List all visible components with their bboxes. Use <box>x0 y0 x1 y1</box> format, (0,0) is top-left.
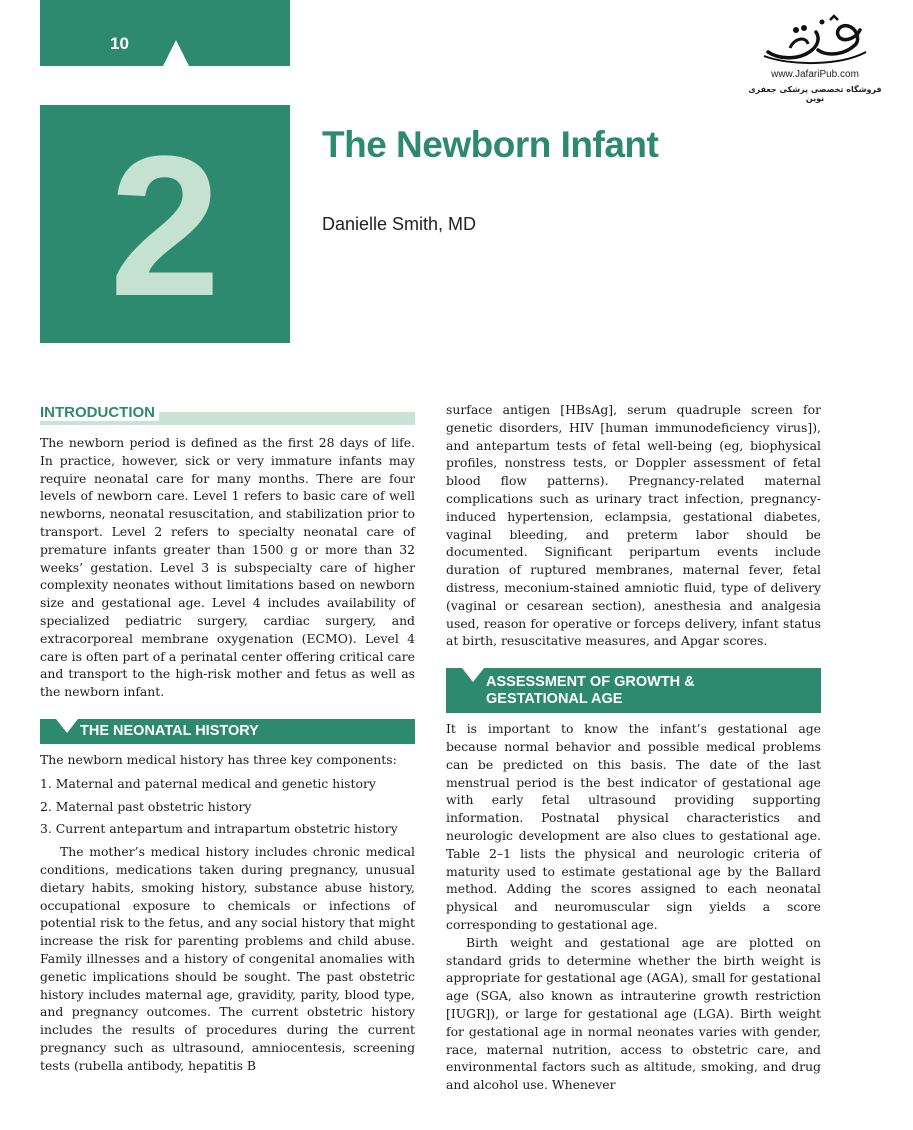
page-number-tab <box>40 0 290 66</box>
neonatal-history-heading-text: THE NEONATAL HISTORY <box>80 722 259 739</box>
growth-heading-line2: GESTATIONAL AGE <box>486 691 623 708</box>
introduction-paragraph: The newborn period is defined as the first 28 days of life. In practice, however, sick or very immature infants may require neonatal care for many months. There are four levels of newborn care. Level 1 refers to basic care of well newborns, neonatal resuscitation, and stabilization prior to transport. Level 2 refers to specialty neonatal care of premature infants greater than 1500 g or more than 32 weeks’ gestation. Level 3 is subspecialty care of higher complexity neonates without limitations based on newborn size and gestational age. Level 4 includes availability of specialized pediatric surgery, cardiac surgery, and extracorporeal membrane oxygenation (ECMO). Level 4 care is often part of a perinatal center offering critical care and transport to the high-risk mother and fetus as well as the newborn infant. <box>40 435 415 700</box>
list-item: 3. Current antepartum and intrapartum obstetric history <box>40 821 398 837</box>
neonatal-history-heading <box>40 719 415 744</box>
chapter-number-box <box>40 105 290 343</box>
introduction-heading <box>40 403 415 425</box>
history-components-list <box>40 775 415 838</box>
tab-notch-decoration <box>163 40 189 66</box>
right-column <box>446 401 821 1094</box>
page-number: 10 <box>110 34 129 53</box>
chapter-title: The Newborn Infant <box>322 124 659 165</box>
list-item: 2. Maternal past obstetric history <box>40 798 252 814</box>
growth-heading <box>446 668 821 713</box>
maternal-history-paragraph: The mother’s medical history includes chronic medical conditions, medications taken during pregnancy, unusual dietary habits, smoking history, substance abuse history, occupational exposure to chemicals or infections of potential risk to the fetus, and any social history that might increase the risk for parenting problems and child abuse. Family illnesses and a history of congenital anomalies with genetic implications should be sought. The past obstetric history includes maternal age, gravidity, parity, blood type, and pregnancy outcomes. The current obstetric history includes the results of procedures during the current pregnancy such as ultrasound, amniocentesis, screening tests (rubella antibody, hepatitis B <box>40 844 415 1073</box>
chevron-down-icon <box>462 668 484 682</box>
birth-weight-paragraph: Birth weight and gestational age are plotted on standard grids to determine whether the birth weight is appropriate for gestational age (AGA), small for gestational age (SGA, also known as intrauterine growth restriction [IUGR]), or large for gestational age (LGA). Birth weight for gestational age in normal neonates varies with gender, race, maternal nutrition, access to obstetric care, and environmental factors such as altitude, smoking, and drug and alcohol use. Whenever <box>446 934 821 1093</box>
introduction-heading-text: INTRODUCTION <box>40 404 159 421</box>
growth-heading-line1: ASSESSMENT OF GROWTH & <box>486 674 695 691</box>
gestational-age-paragraph: It is important to know the infant’s gestational age because normal behavior and possible medical problems can be predicted on this basis. The date of the last menstrual period is the best indicator of gestational age with early fetal ultrasound providing supporting information. Postnatal physical characteristics and neurologic development are also clues to gestational age. Table 2–1 lists the physical and neurologic criteria of maturity used to estimate gestational age by the Ballard method. Adding the scores assigned to each neonatal physical and neuromuscular sign yields a score corresponding to gestational age. <box>446 721 821 932</box>
left-column <box>40 403 415 1075</box>
publisher-url: www.JafariPub.com <box>771 69 859 80</box>
chapter-author: Danielle Smith, MD <box>322 214 477 234</box>
neonatal-history-intro: The newborn medical history has three key components: <box>40 751 397 767</box>
list-item: 1. Maternal and paternal medical and genetic history <box>40 775 376 791</box>
publisher-tagline: فروشگاه تخصصی پزشکی جعفری نوین <box>748 85 882 103</box>
obstetric-history-continuation: surface antigen [HBsAg], serum quadruple screen for genetic disorders, HIV [human immunodeficiency virus]), and antepartum tests of fetal well-being (eg, biophysical profiles, nonstress tests, or Doppler assessment of fetal blood flow patterns). Pregnancy-related maternal complications such as urinary tract infection, pregnancy-induced hypertension, eclampsia, gestational diabetes, vaginal bleeding, and preterm labor should be documented. Significant peripartum events include duration of ruptured membranes, maternal fever, fetal distress, meconium-stained amniotic fluid, type of delivery (vaginal or cesarean section), anesthesia and analgesia used, reason for operative or forceps delivery, infant status at birth, resuscitative measures, and Apgar scores. <box>446 402 821 649</box>
chevron-down-icon <box>56 719 78 733</box>
chapter-number: 2 <box>109 115 221 338</box>
publisher-logo <box>745 12 885 112</box>
publisher-logo-icon <box>760 12 870 68</box>
